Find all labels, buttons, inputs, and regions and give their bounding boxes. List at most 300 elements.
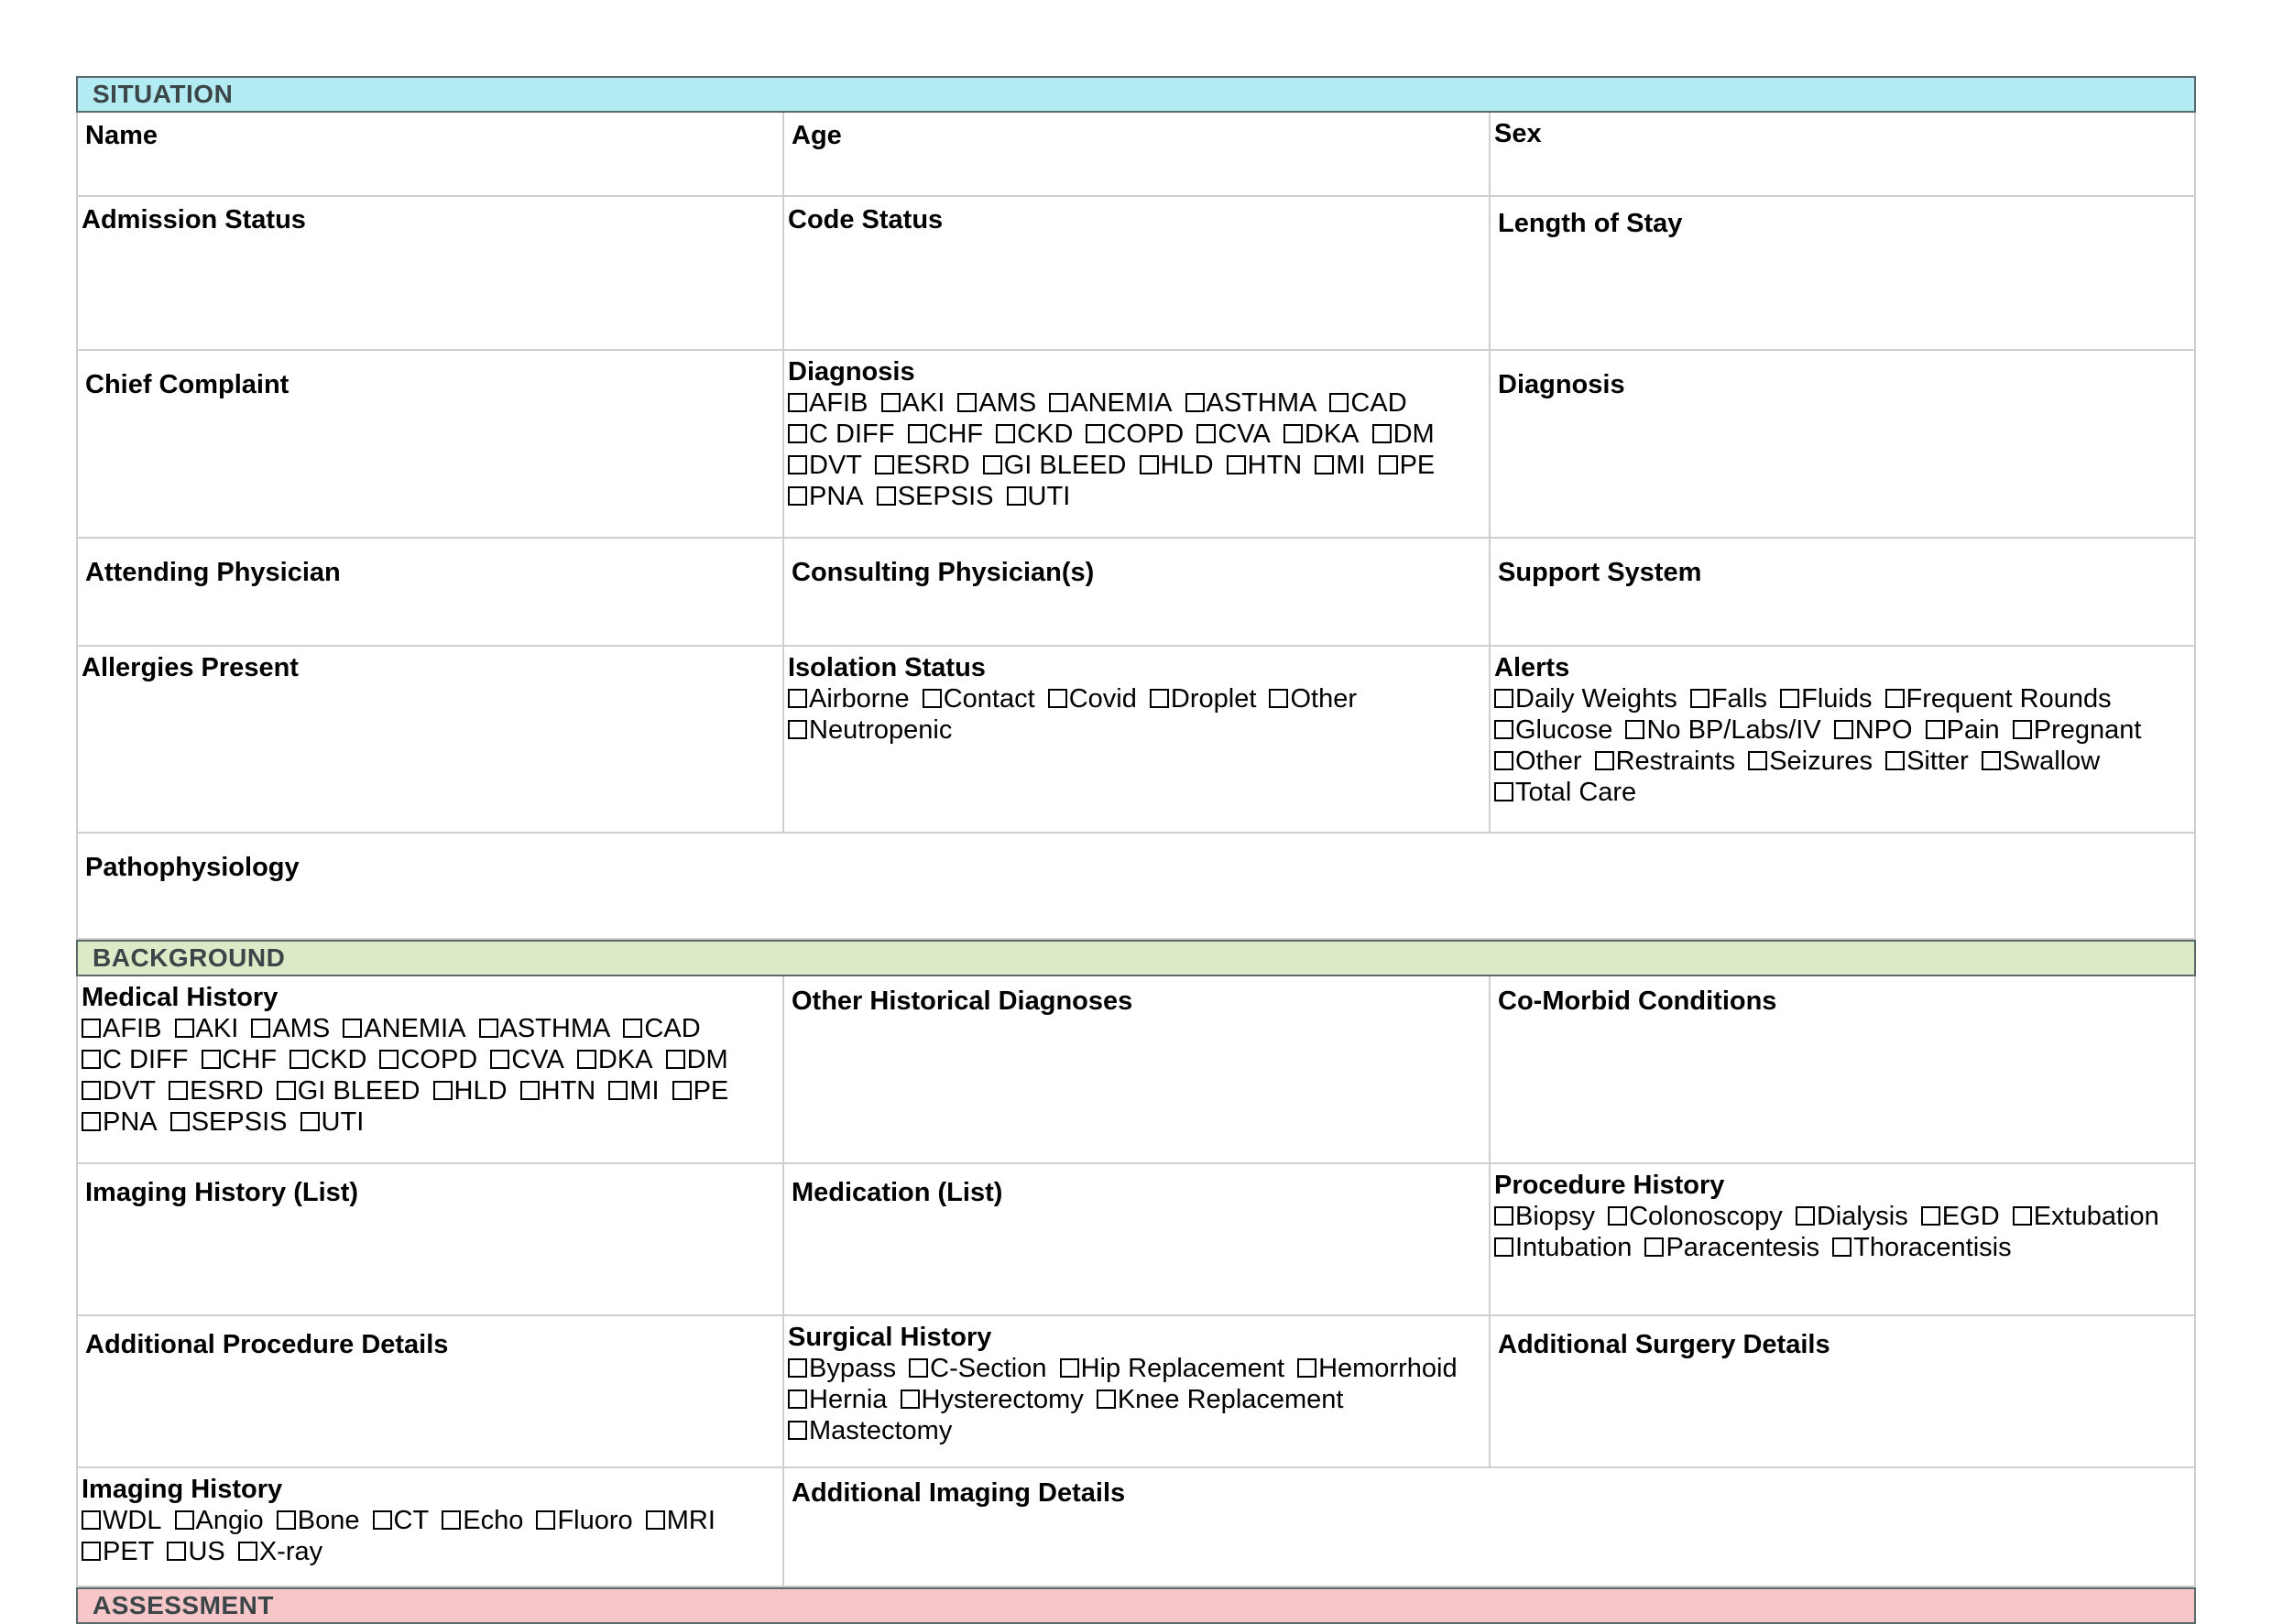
- procedure-option-dialysis[interactable]: [1796, 1201, 1908, 1232]
- checkbox-icon[interactable]: [1494, 782, 1513, 801]
- surgical-history-label: Surgical History: [788, 1323, 992, 1352]
- medical-history-option-dvt[interactable]: [82, 1075, 156, 1106]
- checkbox-icon[interactable]: [788, 1421, 807, 1440]
- checkbox-icon[interactable]: [788, 689, 807, 708]
- alert-option-fluids[interactable]: [1780, 683, 1872, 714]
- medical-history-option-label: MI: [629, 1076, 660, 1106]
- surgery-option-hernia[interactable]: [788, 1384, 887, 1415]
- imaging-option-label: Echo: [463, 1506, 524, 1535]
- medical-history-option-pna[interactable]: [82, 1106, 158, 1138]
- checkbox-icon[interactable]: [1048, 689, 1067, 708]
- isolation-option-airborne[interactable]: [788, 683, 910, 714]
- alert-option-label: NPO: [1854, 715, 1913, 745]
- medical-history-option-label: ASTHMA: [499, 1014, 611, 1043]
- isolation-option-label: Other: [1290, 684, 1358, 714]
- medical-history-option-dka[interactable]: [577, 1044, 653, 1075]
- additional-surgery-details-label: Additional Surgery Details: [1498, 1330, 1830, 1359]
- medical-history-option-label: DKA: [597, 1045, 653, 1074]
- isolation-option-other[interactable]: [1269, 683, 1357, 714]
- checkbox-icon[interactable]: [536, 1510, 555, 1530]
- name-label: Name: [85, 121, 158, 150]
- co-morbid-conditions-field[interactable]: [1489, 976, 2196, 1164]
- isolation-option-label: Covid: [1068, 684, 1137, 714]
- checkbox-icon[interactable]: [82, 1050, 101, 1069]
- medical-history-option-ams[interactable]: [251, 1013, 330, 1044]
- attending-physician-label: Attending Physician: [85, 558, 341, 587]
- alert-option-label: Total Care: [1515, 778, 1637, 807]
- diagnosis-option-label: DVT: [809, 451, 862, 480]
- checkbox-icon[interactable]: [2013, 720, 2032, 739]
- checkbox-icon[interactable]: [923, 689, 942, 708]
- medical-history-option-label: DVT: [103, 1076, 156, 1106]
- isolation-option-droplet[interactable]: [1150, 683, 1257, 714]
- isolation-option-neutropenic[interactable]: [788, 714, 952, 746]
- procedure-history-label: Procedure History: [1494, 1171, 1725, 1200]
- alert-option-daily-weights[interactable]: [1494, 683, 1677, 714]
- checkbox-icon[interactable]: [202, 1050, 221, 1069]
- medical-history-option-asthma[interactable]: [479, 1013, 611, 1044]
- procedure-option-label: Intubation: [1515, 1233, 1633, 1262]
- checkbox-icon[interactable]: [788, 1390, 807, 1409]
- alert-option-pain[interactable]: [1926, 714, 2000, 746]
- procedure-option-label: Dialysis: [1816, 1202, 1908, 1231]
- pathophysiology-label: Pathophysiology: [85, 853, 300, 882]
- procedure-option-extubation[interactable]: [2013, 1201, 2159, 1232]
- medical-history-option-mi[interactable]: [608, 1075, 659, 1106]
- imaging-option-mri[interactable]: [646, 1505, 715, 1536]
- medical-history-option-uti[interactable]: [300, 1106, 365, 1138]
- checkbox-icon[interactable]: [1690, 689, 1709, 708]
- diagnosis-option-label: UTI: [1027, 482, 1071, 511]
- medication-list-label: Medication (List): [792, 1178, 1003, 1207]
- checkbox-icon[interactable]: [1269, 689, 1288, 708]
- medical-history-option-ckd[interactable]: [289, 1044, 366, 1075]
- imaging-option-label: Bone: [297, 1506, 360, 1535]
- imaging-option-label: US: [188, 1537, 225, 1566]
- diagnosis-label: Diagnosis: [788, 357, 915, 387]
- imaging-history-list-field[interactable]: [76, 1164, 782, 1316]
- checkbox-icon[interactable]: [175, 1510, 194, 1530]
- diagnosis-option-label: ASTHMA: [1206, 388, 1317, 418]
- alert-option-label: Other: [1515, 747, 1582, 776]
- checkbox-icon[interactable]: [1297, 1358, 1316, 1378]
- checkbox-icon[interactable]: [1608, 1206, 1627, 1226]
- checkbox-icon[interactable]: [170, 1112, 190, 1131]
- checkbox-icon[interactable]: [908, 424, 927, 443]
- isolation-option-label: Droplet: [1170, 684, 1257, 714]
- name-field[interactable]: [76, 113, 782, 197]
- diagnosis-option-dm[interactable]: [1372, 419, 1435, 450]
- checkbox-icon[interactable]: [577, 1050, 596, 1069]
- checkbox-icon[interactable]: [1227, 455, 1246, 474]
- checkbox-icon[interactable]: [1140, 455, 1159, 474]
- checkbox-icon[interactable]: [1283, 424, 1303, 443]
- length-of-stay-field[interactable]: [1489, 197, 2196, 351]
- surgery-option-label: Hip Replacement: [1080, 1354, 1285, 1383]
- checkbox-icon[interactable]: [1644, 1237, 1664, 1257]
- alert-option-other[interactable]: [1494, 746, 1582, 777]
- checkbox-icon[interactable]: [1885, 689, 1905, 708]
- imaging-option-label: PET: [103, 1537, 155, 1566]
- sex-field[interactable]: [1489, 113, 2196, 197]
- alert-option-no-bp-labs-iv[interactable]: [1625, 714, 1820, 746]
- checkbox-icon[interactable]: [82, 1542, 101, 1561]
- checkbox-icon[interactable]: [2013, 1206, 2032, 1226]
- diagnosis-option-label: MI: [1336, 451, 1366, 480]
- medical-history-option-cad[interactable]: [623, 1013, 700, 1044]
- checkbox-icon[interactable]: [1086, 424, 1105, 443]
- checkbox-icon[interactable]: [520, 1081, 540, 1100]
- checkbox-icon[interactable]: [957, 393, 977, 412]
- medical-history-option-c-diff[interactable]: [82, 1044, 188, 1075]
- isolation-status-checklist: [782, 647, 1489, 834]
- checkbox-icon[interactable]: [788, 393, 807, 412]
- isolation-option-label: Neutropenic: [809, 715, 953, 745]
- chief-complaint-field[interactable]: [76, 351, 782, 539]
- alert-option-glucose[interactable]: [1494, 714, 1612, 746]
- background-grid: [76, 976, 2196, 1587]
- medical-history-option-esrd[interactable]: [169, 1075, 264, 1106]
- allergies-present-label: Allergies Present: [82, 653, 299, 682]
- imaging-option-us[interactable]: [167, 1536, 224, 1567]
- checkbox-icon[interactable]: [788, 455, 807, 474]
- diagnosis-field[interactable]: [1489, 351, 2196, 539]
- imaging-option-label: Angio: [195, 1506, 264, 1535]
- diagnosis-option-label: CHF: [928, 420, 984, 449]
- alert-option-total-care[interactable]: [1494, 777, 1636, 808]
- checkbox-icon[interactable]: [433, 1081, 453, 1100]
- diagnosis-option-label: ESRD: [896, 451, 970, 480]
- diagnosis-option-cad[interactable]: [1329, 387, 1406, 419]
- checkbox-icon[interactable]: [1372, 424, 1392, 443]
- medical-history-option-dm[interactable]: [666, 1044, 728, 1075]
- checkbox-icon[interactable]: [175, 1019, 194, 1038]
- pathophysiology-field[interactable]: [76, 834, 2196, 940]
- checkbox-icon[interactable]: [1982, 751, 2001, 770]
- other-historical-diagnoses-field[interactable]: [782, 976, 1489, 1164]
- checkbox-icon[interactable]: [1832, 1237, 1851, 1257]
- surgical-history-checklist: [782, 1316, 1489, 1468]
- diagnosis-option-gi-bleed[interactable]: [983, 450, 1127, 481]
- checkbox-icon[interactable]: [373, 1510, 392, 1530]
- imaging-option-x-ray[interactable]: [238, 1536, 322, 1567]
- checkbox-icon[interactable]: [167, 1542, 186, 1561]
- checkbox-icon[interactable]: [251, 1019, 270, 1038]
- checkbox-icon[interactable]: [788, 486, 807, 506]
- medication-list-field[interactable]: [782, 1164, 1489, 1316]
- surgery-option-bypass[interactable]: [788, 1353, 896, 1384]
- medical-history-option-label: HLD: [453, 1076, 508, 1106]
- surgery-option-hemorrhoid[interactable]: [1297, 1353, 1458, 1384]
- medical-history-option-afib[interactable]: [82, 1013, 161, 1044]
- checkbox-icon[interactable]: [277, 1081, 296, 1100]
- checkbox-icon[interactable]: [901, 1390, 920, 1409]
- medical-history-option-label: AMS: [272, 1014, 331, 1043]
- procedure-option-egd[interactable]: [1921, 1201, 2000, 1232]
- checkbox-icon[interactable]: [82, 1510, 101, 1530]
- diagnosis-option-esrd[interactable]: [875, 450, 970, 481]
- diagnosis-option-label: PE: [1399, 451, 1436, 480]
- diagnosis-option-label: CVA: [1218, 420, 1271, 449]
- checkbox-icon[interactable]: [608, 1081, 628, 1100]
- checkbox-icon[interactable]: [788, 720, 807, 739]
- sex-label: Sex: [1494, 119, 1542, 148]
- checkbox-icon[interactable]: [1780, 689, 1799, 708]
- imaging-history-list-label: Imaging History (List): [85, 1178, 359, 1207]
- checkbox-icon[interactable]: [442, 1510, 461, 1530]
- imaging-option-wdl[interactable]: [82, 1505, 161, 1536]
- imaging-option-echo[interactable]: [442, 1505, 523, 1536]
- checkbox-icon[interactable]: [490, 1050, 509, 1069]
- alert-option-label: Seizures: [1769, 747, 1873, 776]
- diagnosis-option-label: ANEMIA: [1070, 388, 1173, 418]
- checkbox-icon[interactable]: [1625, 720, 1644, 739]
- diagnosis-option-copd[interactable]: [1086, 419, 1184, 450]
- medical-history-option-cva[interactable]: [490, 1044, 563, 1075]
- admission-status-field[interactable]: [76, 197, 782, 351]
- checkbox-icon[interactable]: [788, 1358, 807, 1378]
- medical-history-option-label: PNA: [103, 1107, 158, 1137]
- surgery-option-c-section[interactable]: [909, 1353, 1046, 1384]
- diagnosis-option-label: DM: [1393, 420, 1435, 449]
- checkbox-icon[interactable]: [1150, 689, 1169, 708]
- age-label: Age: [792, 121, 842, 150]
- medical-history-label: Medical History: [82, 983, 279, 1012]
- checkbox-icon[interactable]: [909, 1358, 928, 1378]
- medical-history-option-label: PE: [693, 1076, 729, 1106]
- diagnosis-option-hld[interactable]: [1140, 450, 1214, 481]
- alert-option-falls[interactable]: [1690, 683, 1767, 714]
- checkbox-icon[interactable]: [983, 455, 1002, 474]
- alert-option-label: Frequent Rounds: [1906, 684, 2112, 714]
- alert-option-label: Pain: [1946, 715, 2000, 745]
- procedure-option-paracentesis[interactable]: [1644, 1232, 1819, 1263]
- alert-option-label: No BP/Labs/IV: [1646, 715, 1821, 745]
- admission-status-label: Admission Status: [82, 205, 306, 234]
- diagnosis-option-pe[interactable]: [1379, 450, 1436, 481]
- medical-history-option-label: DM: [686, 1045, 728, 1074]
- diagnosis-option-chf[interactable]: [908, 419, 984, 450]
- checkbox-icon[interactable]: [623, 1019, 642, 1038]
- procedure-option-label: Paracentesis: [1666, 1233, 1820, 1262]
- medical-history-option-hld[interactable]: [433, 1075, 508, 1106]
- alerts-label: Alerts: [1494, 653, 1570, 682]
- checkbox-icon[interactable]: [1196, 424, 1216, 443]
- checkbox-icon[interactable]: [1921, 1206, 1940, 1226]
- alert-option-restraints[interactable]: [1595, 746, 1736, 777]
- checkbox-icon[interactable]: [1926, 720, 1945, 739]
- situation-header: [76, 76, 2196, 113]
- checkbox-icon[interactable]: [646, 1510, 665, 1530]
- checkbox-icon[interactable]: [1834, 720, 1853, 739]
- procedure-option-thoracentisis[interactable]: [1832, 1232, 2011, 1263]
- checkbox-icon[interactable]: [996, 424, 1015, 443]
- checkbox-icon[interactable]: [881, 393, 901, 412]
- checkbox-icon[interactable]: [82, 1081, 101, 1100]
- alert-option-swallow[interactable]: [1982, 746, 2100, 777]
- diagnosis-option-cva[interactable]: [1196, 419, 1270, 450]
- medical-history-option-label: HTN: [541, 1076, 596, 1106]
- medical-history-checklist: [76, 976, 782, 1164]
- assessment-header: [76, 1587, 2196, 1624]
- checkbox-icon[interactable]: [1494, 720, 1513, 739]
- checkbox-icon[interactable]: [1379, 455, 1398, 474]
- diagnosis-option-dka[interactable]: [1283, 419, 1360, 450]
- surgery-option-label: Mastectomy: [809, 1416, 953, 1445]
- medical-history-option-pe[interactable]: [672, 1075, 729, 1106]
- medical-history-option-label: ESRD: [190, 1076, 264, 1106]
- imaging-option-pet[interactable]: [82, 1536, 154, 1567]
- diagnosis-option-label: AKI: [901, 388, 945, 418]
- procedure-option-intubation[interactable]: [1494, 1232, 1632, 1263]
- procedure-option-biopsy[interactable]: [1494, 1201, 1595, 1232]
- imaging-option-angio[interactable]: [175, 1505, 264, 1536]
- additional-procedure-details-field[interactable]: [76, 1316, 782, 1468]
- procedure-option-colonoscopy[interactable]: [1608, 1201, 1783, 1232]
- checkbox-icon[interactable]: [875, 455, 894, 474]
- checkbox-icon[interactable]: [1494, 751, 1513, 770]
- diagnosis-option-uti[interactable]: [1007, 481, 1071, 512]
- alert-option-npo[interactable]: [1834, 714, 1913, 746]
- medical-history-option-htn[interactable]: [520, 1075, 596, 1106]
- checkbox-icon[interactable]: [672, 1081, 692, 1100]
- checkbox-icon[interactable]: [1595, 751, 1614, 770]
- diagnosis-option-label: HTN: [1247, 451, 1303, 480]
- imaging-history-checklist: [76, 1468, 782, 1587]
- imaging-option-bone[interactable]: [277, 1505, 360, 1536]
- imaging-option-label: Fluoro: [557, 1506, 633, 1535]
- checkbox-icon[interactable]: [300, 1112, 320, 1131]
- diagnosis-option-label: AFIB: [809, 388, 868, 418]
- surgery-option-label: C-Section: [930, 1354, 1047, 1383]
- checkbox-icon[interactable]: [277, 1510, 296, 1530]
- age-field[interactable]: [782, 113, 1489, 197]
- imaging-option-ct[interactable]: [373, 1505, 430, 1536]
- alert-option-label: Sitter: [1906, 747, 1969, 776]
- medical-history-option-anemia[interactable]: [343, 1013, 465, 1044]
- checkbox-icon[interactable]: [1060, 1358, 1079, 1378]
- diagnosis-option-pna[interactable]: [788, 481, 864, 512]
- alert-option-label: Glucose: [1515, 715, 1613, 745]
- alert-option-frequent-rounds[interactable]: [1885, 683, 2112, 714]
- diagnosis-option-afib[interactable]: [788, 387, 868, 419]
- medical-history-option-chf[interactable]: [202, 1044, 278, 1075]
- checkbox-icon[interactable]: [82, 1112, 101, 1131]
- checkbox-icon[interactable]: [1494, 689, 1513, 708]
- procedure-option-label: Thoracentisis: [1853, 1233, 2012, 1262]
- code-status-field[interactable]: [782, 197, 1489, 351]
- checkbox-icon[interactable]: [289, 1050, 309, 1069]
- alerts-checklist: [1489, 647, 2196, 834]
- surgery-option-mastectomy[interactable]: [788, 1415, 952, 1446]
- medical-history-option-copd[interactable]: [379, 1044, 477, 1075]
- diagnosis-option-sepsis[interactable]: [877, 481, 994, 512]
- checkbox-icon[interactable]: [666, 1050, 685, 1069]
- checkbox-icon[interactable]: [1494, 1206, 1513, 1226]
- medical-history-option-label: C DIFF: [103, 1045, 189, 1074]
- alert-option-seizures[interactable]: [1748, 746, 1873, 777]
- medical-history-option-label: CHF: [222, 1045, 278, 1074]
- procedure-option-label: EGD: [1941, 1202, 2000, 1231]
- checkbox-icon[interactable]: [238, 1542, 257, 1561]
- diagnosis-option-dvt[interactable]: [788, 450, 862, 481]
- alert-option-label: Restraints: [1615, 747, 1736, 776]
- support-system-field[interactable]: [1489, 539, 2196, 647]
- diagnosis-2-label: Diagnosis: [1498, 370, 1625, 399]
- checkbox-icon[interactable]: [82, 1019, 101, 1038]
- isolation-option-covid[interactable]: [1048, 683, 1137, 714]
- checkbox-icon[interactable]: [1796, 1206, 1815, 1226]
- additional-surgery-details-field[interactable]: [1489, 1316, 2196, 1468]
- isolation-option-contact[interactable]: [923, 683, 1035, 714]
- surgery-option-hysterectomy[interactable]: [901, 1384, 1084, 1415]
- medical-history-option-label: SEPSIS: [191, 1107, 288, 1137]
- checkbox-icon[interactable]: [1185, 393, 1205, 412]
- attending-physician-field[interactable]: [76, 539, 782, 647]
- diagnosis-option-label: AMS: [978, 388, 1037, 418]
- medical-history-option-aki[interactable]: [175, 1013, 239, 1044]
- additional-imaging-details-field[interactable]: [782, 1468, 2196, 1587]
- checkbox-icon[interactable]: [1049, 393, 1068, 412]
- alert-option-sitter[interactable]: [1885, 746, 1969, 777]
- checkbox-icon[interactable]: [169, 1081, 188, 1100]
- consulting-physicians-label: Consulting Physician(s): [792, 558, 1095, 587]
- allergies-present-field[interactable]: [76, 647, 782, 834]
- checkbox-icon[interactable]: [788, 424, 807, 443]
- checkbox-icon[interactable]: [1007, 486, 1026, 506]
- imaging-option-fluoro[interactable]: [536, 1505, 632, 1536]
- background-title: BACKGROUND: [93, 943, 286, 972]
- consulting-physicians-field[interactable]: [782, 539, 1489, 647]
- diagnosis-option-htn[interactable]: [1227, 450, 1303, 481]
- surgery-option-hip-replacement[interactable]: [1060, 1353, 1284, 1384]
- procedure-history-checklist: [1489, 1164, 2196, 1316]
- checkbox-icon[interactable]: [1748, 751, 1767, 770]
- diagnosis-option-anemia[interactable]: [1049, 387, 1172, 419]
- medical-history-option-label: UTI: [321, 1107, 365, 1137]
- co-morbid-conditions-label: Co-Morbid Conditions: [1498, 986, 1777, 1016]
- medical-history-option-sepsis[interactable]: [170, 1106, 288, 1138]
- other-historical-diagnoses-label: Other Historical Diagnoses: [792, 986, 1133, 1016]
- alert-option-pregnant[interactable]: [2013, 714, 2142, 746]
- medical-history-option-gi-bleed[interactable]: [277, 1075, 421, 1106]
- alert-option-label: Swallow: [2002, 747, 2101, 776]
- diagnosis-option-c-diff[interactable]: [788, 419, 894, 450]
- diagnosis-option-mi[interactable]: [1315, 450, 1365, 481]
- checkbox-icon[interactable]: [343, 1019, 362, 1038]
- checkbox-icon[interactable]: [1885, 751, 1905, 770]
- checkbox-icon[interactable]: [877, 486, 896, 506]
- checkbox-icon[interactable]: [1315, 455, 1334, 474]
- checkbox-icon[interactable]: [1494, 1237, 1513, 1257]
- diagnosis-option-asthma[interactable]: [1185, 387, 1317, 419]
- diagnosis-option-label: CKD: [1017, 420, 1074, 449]
- diagnosis-option-ckd[interactable]: [996, 419, 1073, 450]
- diagnosis-option-ams[interactable]: [957, 387, 1036, 419]
- surgery-option-label: Hemorrhoid: [1318, 1354, 1458, 1383]
- diagnosis-option-label: CAD: [1350, 388, 1407, 418]
- surgery-option-knee-replacement[interactable]: [1097, 1384, 1344, 1415]
- checkbox-icon[interactable]: [1097, 1390, 1116, 1409]
- checkbox-icon[interactable]: [479, 1019, 498, 1038]
- alert-option-label: Falls: [1710, 684, 1768, 714]
- isolation-status-label: Isolation Status: [788, 653, 986, 682]
- background-header: [76, 940, 2196, 976]
- checkbox-icon[interactable]: [1329, 393, 1349, 412]
- diagnosis-option-aki[interactable]: [881, 387, 945, 419]
- imaging-option-label: X-ray: [258, 1537, 323, 1566]
- checkbox-icon[interactable]: [379, 1050, 399, 1069]
